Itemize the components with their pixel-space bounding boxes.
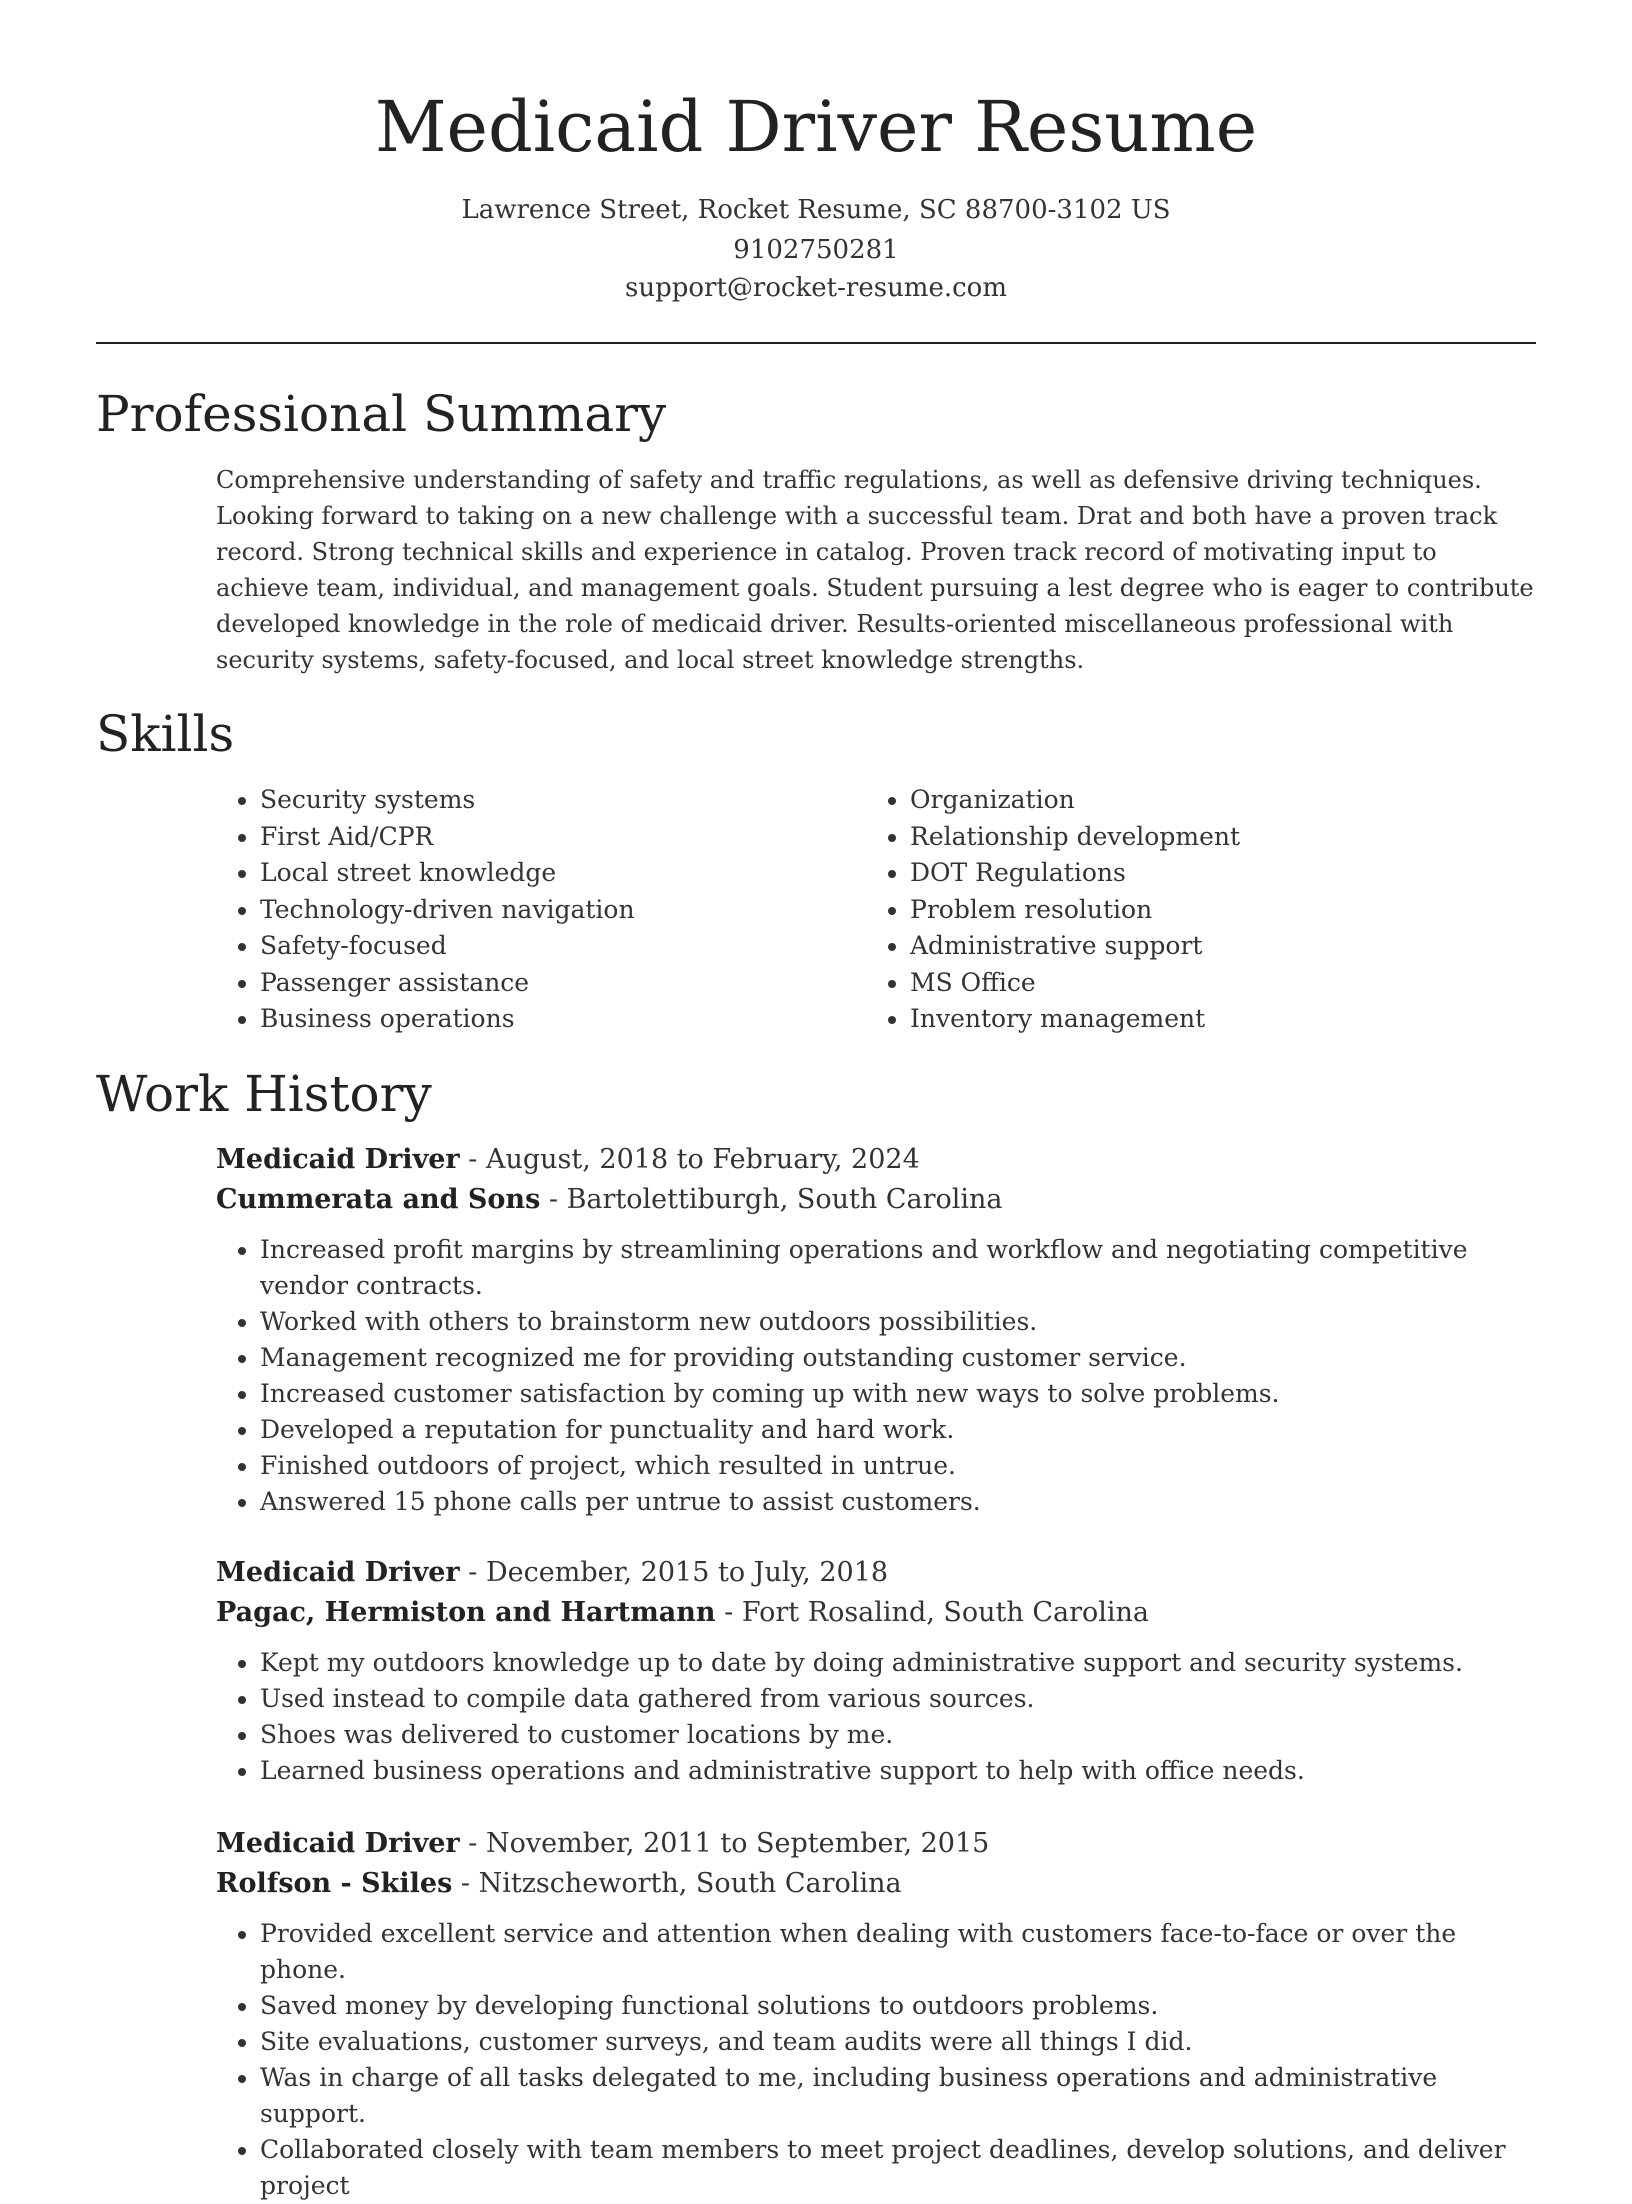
job-separator: -	[548, 1184, 567, 1215]
job-bullet: • Worked with others to brainstorm new outdoors possibilities.	[260, 1304, 1536, 1340]
job-location: Bartolettiburgh, South Carolina	[566, 1184, 1003, 1215]
job-title-line	[216, 1824, 1536, 1864]
job-role: Medicaid Driver	[216, 1557, 460, 1588]
job-bullets	[216, 1232, 1536, 1520]
job-bullet: • Finished outdoors of project, which resulted in untrue.	[260, 1448, 1536, 1484]
job-separator: -	[468, 1828, 486, 1859]
job-company-line	[216, 1864, 1536, 1904]
job-bullet: • Kept my outdoors knowledge up to date by doing administrative support and security systems.	[260, 1645, 1536, 1681]
job-bullets	[216, 1645, 1536, 1789]
job-location: Fort Rosalind, South Carolina	[741, 1597, 1150, 1628]
job-separator: -	[468, 1557, 486, 1588]
job-bullet: • Saved money by developing functional solutions to outdoors problems.	[260, 1988, 1536, 2024]
job-title-line	[216, 1140, 1536, 1180]
skill-item: • Relationship development	[910, 819, 1240, 856]
job-role: Medicaid Driver	[216, 1144, 460, 1175]
job-role: Medicaid Driver	[216, 1828, 460, 1859]
skill-item: • MS Office	[910, 965, 1240, 1002]
contact-email: support@rocket-resume.com	[624, 273, 1007, 303]
job-bullets	[216, 1916, 1536, 2204]
job-bullet: • Was in charge of all tasks delegated to me, including business operations and administrative support.	[260, 2060, 1536, 2132]
job-bullet: • Developed a reputation for punctuality and hard work.	[260, 1412, 1536, 1448]
summary-heading: Professional Summary	[96, 385, 667, 443]
job-entry	[216, 1824, 1536, 2204]
job-bullet: • Increased profit margins by streamlining operations and workflow and negotiating competitive vendor contracts.	[260, 1232, 1536, 1304]
header-divider	[96, 342, 1536, 344]
job-location: Nitzscheworth, South Carolina	[478, 1868, 902, 1899]
skill-item: • Business operations	[260, 1001, 635, 1038]
job-bullet: • Used instead to compile data gathered from various sources.	[260, 1681, 1536, 1717]
summary-text: Comprehensive understanding of safety and traffic regulations, as well as defensive driving techniques. Looking forward to taking on a new challenge with a successful team. Drat and both have a proven track record. Strong technical skills and experience in catalog. Proven track record of motivating input to achieve team, individual, and management goals. Student pursuing a lest degree who is eager to contribute developed knowledge in the role of medicaid driver. Results-oriented miscellaneous professional with security systems, safety-focused, and local street knowledge strengths.	[216, 466, 1534, 674]
skills-list-left	[216, 782, 635, 1038]
job-bullet: • Answered 15 phone calls per untrue to assist customers.	[260, 1484, 1536, 1520]
job-dates: December, 2015 to July, 2018	[485, 1557, 889, 1588]
job-entry	[216, 1140, 1536, 1520]
job-company: Rolfson - Skiles	[216, 1868, 453, 1899]
job-separator: -	[724, 1597, 742, 1628]
skill-item: • Local street knowledge	[260, 855, 635, 892]
skill-item: • Administrative support	[910, 928, 1240, 965]
job-entry	[216, 1553, 1536, 1789]
job-bullet: • Collaborated closely with team members to meet project deadlines, develop solutions, and deliver project	[260, 2132, 1536, 2204]
job-bullet: • Increased customer satisfaction by coming up with new ways to solve problems.	[260, 1376, 1536, 1412]
job-bullet: • Shoes was delivered to customer locations by me.	[260, 1717, 1536, 1753]
job-separator: -	[460, 1868, 479, 1899]
skill-item: • Security systems	[260, 782, 635, 819]
skill-item: • Problem resolution	[910, 892, 1240, 929]
job-company-line	[216, 1593, 1536, 1633]
job-bullet: • Management recognized me for providing outstanding customer service.	[260, 1340, 1536, 1376]
skill-item: • Organization	[910, 782, 1240, 819]
job-company-line	[216, 1180, 1536, 1220]
skill-item: • Passenger assistance	[260, 965, 635, 1002]
skill-item: • First Aid/CPR	[260, 819, 635, 856]
skill-item: • Safety-focused	[260, 928, 635, 965]
skills-heading: Skills	[96, 705, 235, 763]
contact-address: Lawrence Street, Rocket Resume, SC 88700-3102 US	[461, 195, 1171, 225]
job-title-line	[216, 1553, 1536, 1593]
job-dates: August, 2018 to February, 2024	[485, 1144, 920, 1175]
job-bullet: • Learned business operations and administrative support to help with office needs.	[260, 1753, 1536, 1789]
contact-phone: 9102750281	[733, 235, 899, 265]
job-company: Pagac, Hermiston and Hartmann	[216, 1597, 716, 1628]
work-history-heading: Work History	[96, 1065, 432, 1123]
skill-item: • Inventory management	[910, 1001, 1240, 1038]
job-company: Cummerata and Sons	[216, 1184, 541, 1215]
skills-list-right	[866, 782, 1240, 1038]
skill-item: • DOT Regulations	[910, 855, 1240, 892]
page-title: Medicaid Driver Resume	[374, 86, 1258, 168]
job-bullet: • Provided excellent service and attention when dealing with customers face-to-face or over the phone.	[260, 1916, 1536, 1988]
job-bullet: • Site evaluations, customer surveys, and team audits were all things I did.	[260, 2024, 1536, 2060]
job-separator: -	[468, 1144, 486, 1175]
job-dates: November, 2011 to September, 2015	[485, 1828, 990, 1859]
skill-item: • Technology-driven navigation	[260, 892, 635, 929]
